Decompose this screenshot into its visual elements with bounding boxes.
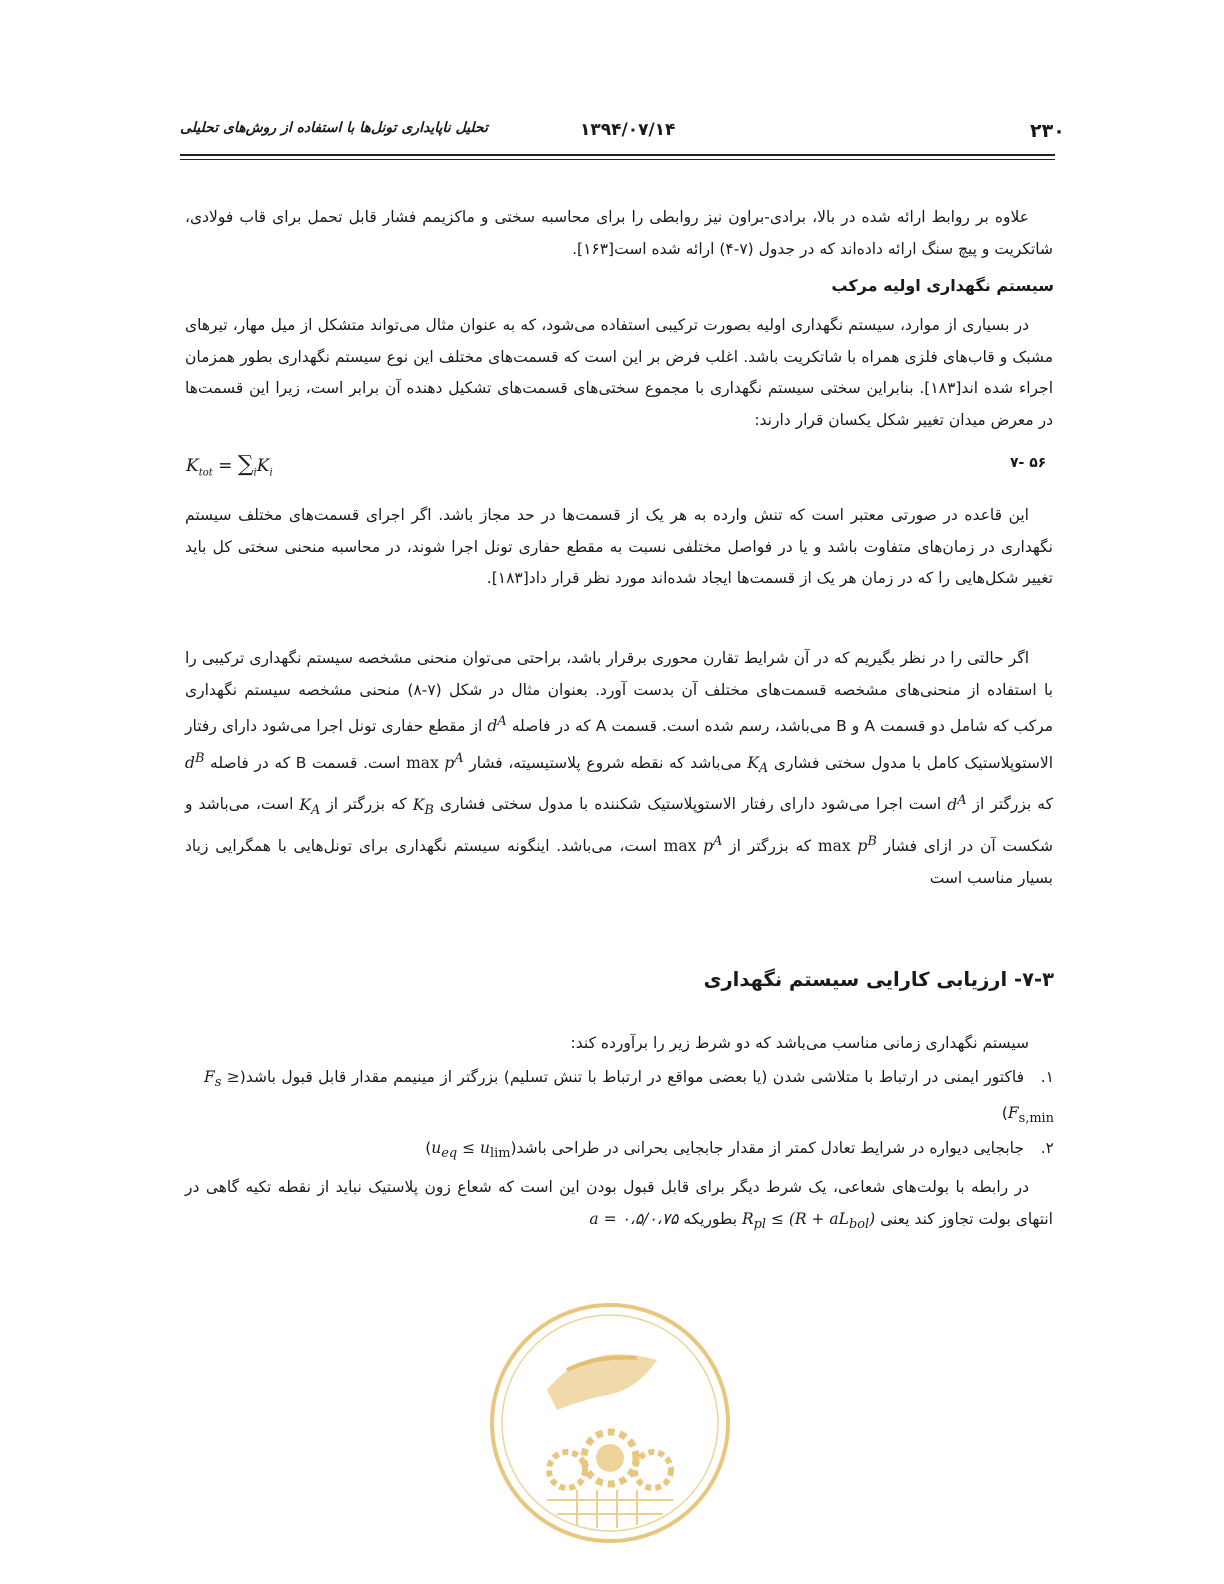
math-dB: $d^B$ xyxy=(185,750,205,772)
list-close-2: ) xyxy=(425,1139,432,1157)
closing-text-b: بطوریکه xyxy=(683,1209,738,1228)
math-Fs: $F_s \ge F_{s,min}$ xyxy=(204,1068,1054,1127)
header-date: ۱۳۹۴/۰۷/۱۴ xyxy=(580,120,676,140)
page-number: ۲۳۰ xyxy=(1030,120,1065,142)
math-KA-2: $K_A$ xyxy=(299,795,321,818)
paragraph-2: در بسیاری از موارد، سیستم نگهداری اولیه بصورت ترکیبی استفاده می‌شود، که به عنوان مثال می‌تواند متشکل از میل مهار، تیرهای مشبک و قاب‌های فلزی همراه با شاتکریت باشد. اغلب فرض بر این است که قسمت‌های مختلف این نوع سیستم نگهداری بطور همزمان اجراء شده اند[۱۸۳]. بنابراین سختی سیستم نگهداری با مجموع سختی‌های قسمت‌های تشکیل دهنده آن برابر است، زیرا این قسمت‌ها در معرض میدان تغییر شکل یکسان قرار دارند: xyxy=(185,316,1053,429)
math-max-pA-2: $\max p^A$ xyxy=(663,834,723,856)
math-Rpl: $R_{pl} \le (R + aL_{bol})$ xyxy=(741,1209,876,1232)
p4-text-e: که بزرگتر از xyxy=(972,795,1053,814)
closing-paragraph xyxy=(185,1172,1053,1240)
p4-text-d: است. قسمت B که در فاصله xyxy=(210,753,401,772)
equation-number: ۷- ۵۶ xyxy=(1010,455,1047,471)
math-KA: $K_A$ xyxy=(747,753,769,776)
math-max-pA: $\max p^A$ xyxy=(406,750,464,772)
p4-text-i: که بزرگتر از xyxy=(729,837,812,856)
list-item-2 xyxy=(425,1133,1054,1169)
section-intro: سیستم نگهداری زمانی مناسب می‌باشد که دو شرط زیر را برآورده کند: xyxy=(570,1034,1029,1052)
equation-total-stiffness: $K_{tot} = \sum_iK_i$ xyxy=(186,452,273,479)
list-number-1: ۱. xyxy=(1040,1068,1054,1086)
list-item-1 xyxy=(204,1062,1054,1134)
paragraph-3: این قاعده در صورتی معتبر است که تنش وارده به هر یک از قسمت‌ها در حد مجاز باشد. اگر اجرای قسمت‌های مختلف سیستم نگهداری در زمان‌های متفاوت باشد و یا در فواصل مختلفی نسبت به مقطع حفاری تونل اجرا شوند، در محاسبه منحنی سختی کل باید تغییر شکل‌هایی را که در زمان هر یک از قسمت‌ها ایجاد شده‌اند مورد نظر قرار داد[۱۸۳]. xyxy=(185,506,1053,587)
list-number-2: ۲. xyxy=(1040,1139,1054,1157)
paragraph-4 xyxy=(185,643,1053,894)
closing-text-a: در رابطه با بولت‌های شعاعی، یک شرط دیگر برای قابل قبول بودن این است که شعاع زون پلاستیک نباید از نقطه تکیه گاهی در انتهای بولت تجاوز کند یعنی xyxy=(185,1178,1053,1228)
paragraph-1: علاوه بر روابط ارائه شده در بالا، برادی-براون نیز روابطی را برای محاسبه سختی و ماکزیمم فشار قابل تحمل برای قاب فولادی، شاتکریت و پیچ سنگ ارائه داده‌اند که در جدول (۷-۴) ارائه شده است[۱۶۳]. xyxy=(185,208,1053,258)
p4-text-g: که بزرگتر از xyxy=(326,795,407,814)
section-heading: ۷-۳- ارزیابی کارایی سیستم نگهداری xyxy=(703,968,1054,991)
p4-text-h: است، می‌باشد و شکست آن در ازای فشار xyxy=(185,795,1054,856)
p4-text-j: است، می‌باشد. اینگونه سیستم نگهداری برای تونل‌هایی با همگرایی زیاد بسیار مناسب است xyxy=(185,837,1053,887)
math-KB: $K_B$ xyxy=(412,795,434,818)
math-max-pB: $\max p^B$ xyxy=(817,834,877,856)
p4-text-f: است اجرا می‌شود دارای رفتار الاستوپلاستیک شکننده با مدول سختی فشاری xyxy=(439,795,942,814)
math-dA-2: $d^A$ xyxy=(947,792,967,814)
header-rule-thin xyxy=(180,159,1055,160)
subheading-composite-support: سیستم نگهداری اولیه مرکب xyxy=(831,276,1054,295)
header-rule xyxy=(180,154,1055,156)
list-text-2: جابجایی دیواره در شرایط تعادل کمتر از مقدار جابجایی بحرانی در طراحی باشد( xyxy=(510,1139,1024,1157)
math-dA: $d^A$ xyxy=(487,714,507,736)
p4-text-a: اگر حالتی را در نظر بگیریم که در آن شرایط تقارن محوری برقرار باشد، براحتی می‌توان منحنی مشخصه سیستم نگهداری ترکیبی را با استفاده از منحنی‌های مشخصه قسمت‌های مختلف آن بدست آورد. بعنوان مثال در شکل (۷-۸) منحنی مشخصه سیستم نگهداری مرکب که شامل دو قسمت A و B می‌باشد، رسم شده است. قسمت A که در فاصله xyxy=(185,649,1053,736)
math-a-value: a = ۰،۵/۰،۷۵ xyxy=(589,1209,679,1228)
math-ueq: $u_{eq} \le u_{lim}$ xyxy=(431,1139,511,1162)
list-close-1: ) xyxy=(1001,1104,1008,1123)
watermark-seal-logo xyxy=(487,1300,733,1546)
running-title: تحلیل ناپایداری تونل‌ها با استفاده از روش‌های تحلیلی xyxy=(180,120,488,136)
list-text-1: فاکتور ایمنی در ارتباط با متلاشی شدن (یا بعضی مواقع در ارتباط با تنش تسلیم) بزرگتر از مینیمم مقدار قابل قبول باشد( xyxy=(239,1068,1024,1086)
p4-text-c: می‌باشد که نقطه شروع پلاستیسیته، فشار xyxy=(469,753,742,772)
p4-text-b: از مقطع حفاری تونل اجرا می‌شود دارای رفتار الاستوپلاستیک کامل با مدول سختی فشاری xyxy=(185,717,1054,772)
